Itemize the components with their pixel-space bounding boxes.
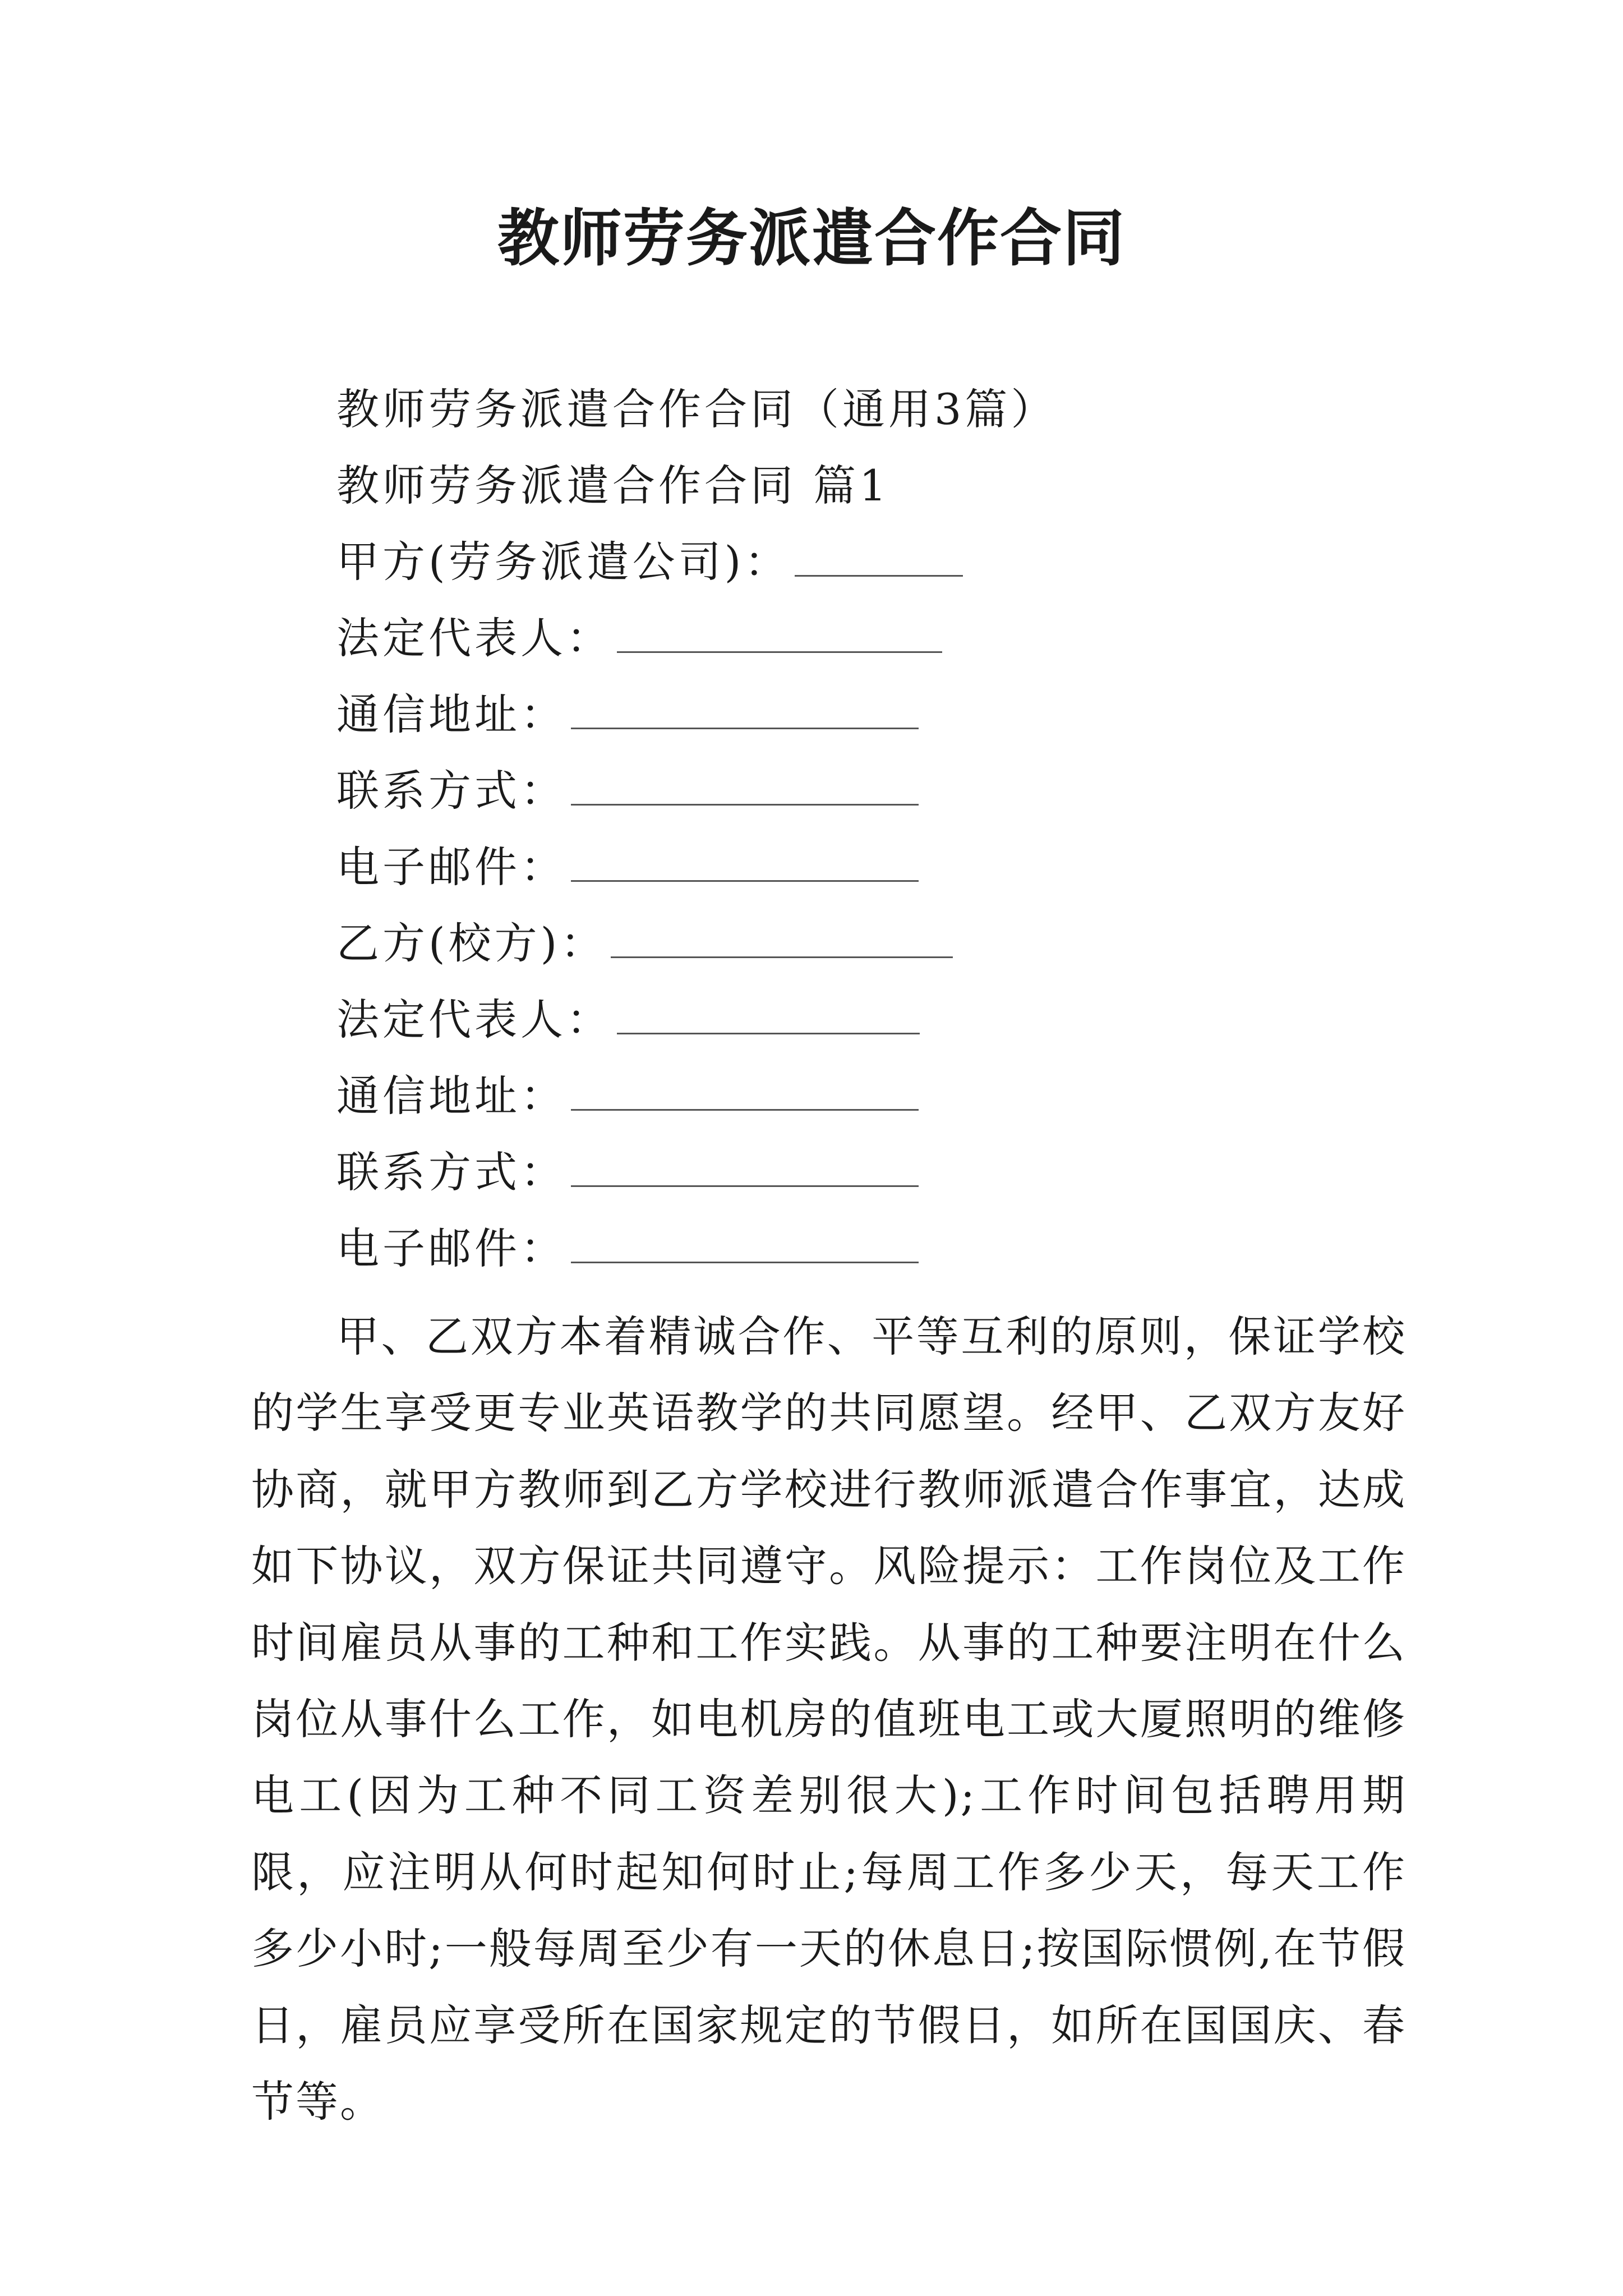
party-a-address-blank[interactable] bbox=[571, 722, 919, 729]
party-b-contact-label: 联系方式： bbox=[336, 1147, 566, 1197]
section-heading: 教师劳务派遣合作合同 篇1 bbox=[336, 461, 890, 510]
party-a-rep-label: 法定代表人： bbox=[336, 613, 612, 663]
party-b-rep-label: 法定代表人： bbox=[336, 995, 612, 1045]
party-b-contact-blank[interactable] bbox=[571, 1180, 919, 1187]
party-a-name-blank[interactable] bbox=[795, 569, 963, 577]
party-a-address-label: 通信地址： bbox=[336, 689, 566, 739]
party-a-name-row bbox=[336, 534, 963, 590]
party-a-rep-blank[interactable] bbox=[617, 646, 942, 653]
party-a-email-label: 电子邮件： bbox=[336, 842, 566, 892]
party-a-rep-row bbox=[336, 610, 942, 666]
party-b-email-blank[interactable] bbox=[571, 1256, 919, 1263]
party-b-rep-row bbox=[336, 992, 920, 1048]
party-a-contact-blank[interactable] bbox=[571, 798, 919, 806]
party-b-address-label: 通信地址： bbox=[336, 1071, 566, 1121]
party-a-email-blank[interactable] bbox=[571, 875, 919, 882]
party-a-email-row bbox=[336, 839, 919, 895]
body-paragraph: 甲、乙双方本着精诚合作、平等互利的原则，保证学校的学生享受更专业英语教学的共同愿望。经甲、乙双方友好协商，就甲方教师到乙方学校进行教师派遣合作事宜，达成如下协议，双方保证共同遵守。风险提示：工作岗位及工作时间雇员从事的工种和工作实践。从事的工种要注明在什么岗位从事什么工作，如电机房的值班电工或大厦照明的维修电工(因为工种不同工资差别很大);工作时间包括聘用期限，应注明从何时起知何时止;每周工作多少天，每天工作多少小时;一般每周至少有一天的休息日;按国际惯例,在节假日，雇员应享受所在国家规定的节假日，如所在国国庆、春节等。 bbox=[251, 1312, 1407, 2127]
party-b-contact-row bbox=[336, 1144, 919, 1200]
party-b-address-blank[interactable] bbox=[571, 1103, 919, 1111]
document-title: 教师劳务派遣合作合同 bbox=[497, 202, 1126, 274]
party-b-name-row bbox=[336, 915, 953, 972]
party-b-name-blank[interactable] bbox=[611, 951, 953, 958]
party-a-contact-row bbox=[336, 763, 919, 819]
party-a-name-label: 甲方(劳务派遣公司)： bbox=[336, 537, 791, 587]
party-b-name-label: 乙方(校方)： bbox=[336, 918, 607, 968]
party-b-address-row bbox=[336, 1068, 919, 1124]
party-b-rep-blank[interactable] bbox=[617, 1027, 920, 1034]
party-a-contact-label: 联系方式： bbox=[336, 766, 566, 816]
party-b-email-label: 电子邮件： bbox=[336, 1223, 566, 1273]
document-subtitle: 教师劳务派遣合作合同（通用3篇） bbox=[336, 384, 1057, 434]
party-b-email-row bbox=[336, 1221, 919, 1277]
party-a-address-row bbox=[336, 687, 919, 743]
